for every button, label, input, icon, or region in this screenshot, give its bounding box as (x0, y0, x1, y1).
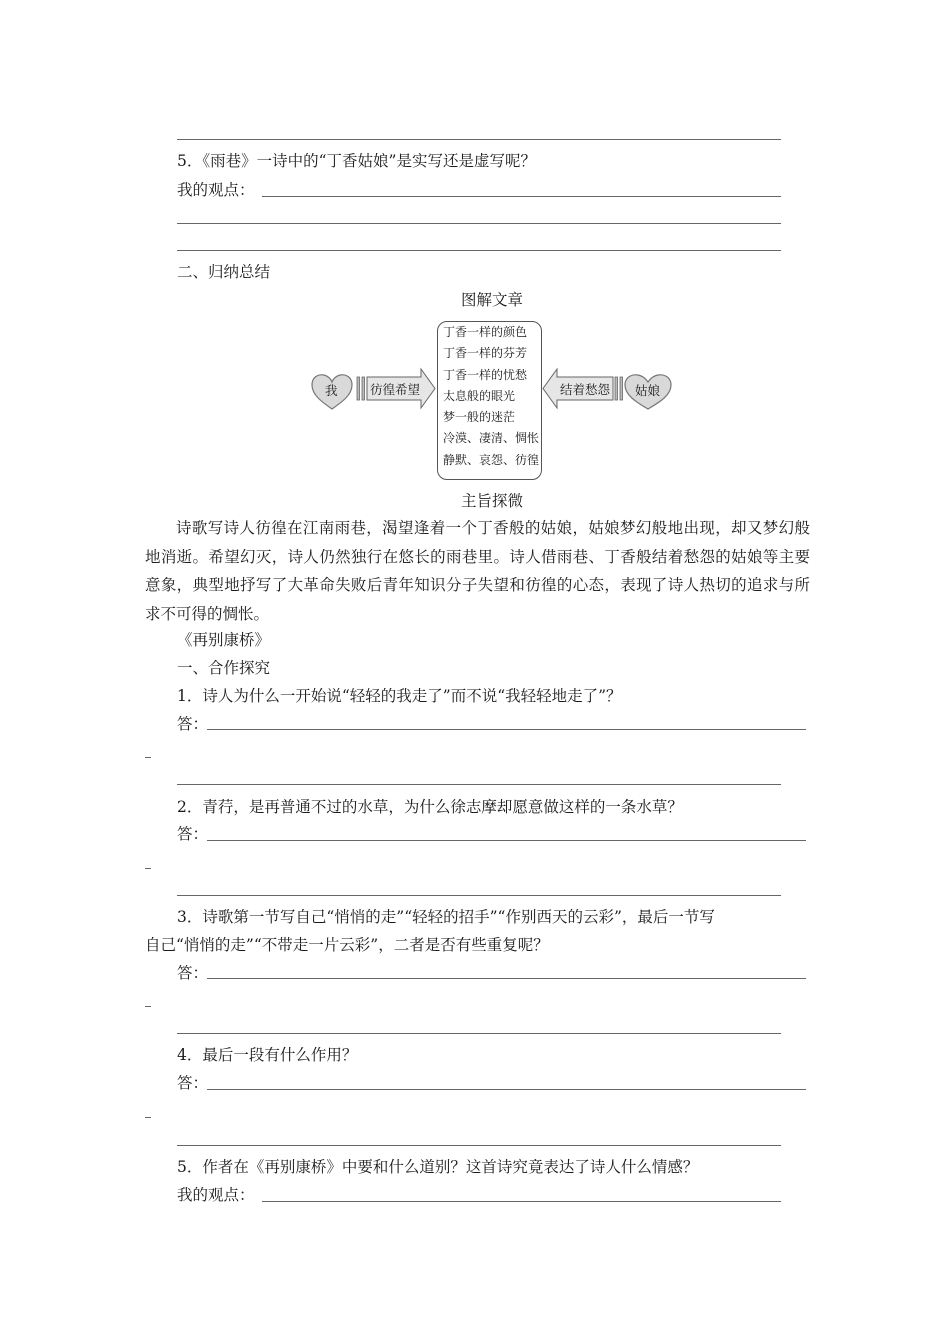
answer-line[interactable] (207, 840, 806, 841)
opinion-label: 我的观点： (177, 1186, 255, 1204)
yuxiang-question-5: 5．《雨巷》一诗中的“丁香姑娘”是实写还是虚写呢？ (177, 152, 536, 170)
diagram-item: 丁香一样的忧愁 (443, 367, 528, 382)
section-title: 一、合作探究 (177, 659, 271, 677)
kangqiao-question-3-line-2: 自己“悄悄的走”“不带走一片云彩”，二者是否有些重复呢？ (145, 936, 549, 954)
answer-line[interactable] (177, 1145, 781, 1146)
answer-line[interactable] (207, 1089, 806, 1090)
opinion-line[interactable] (262, 1201, 781, 1202)
diagram-item: 丁香一样的颜色 (443, 325, 528, 339)
diagram-item: 太息般的眼光 (443, 388, 516, 403)
heart-label-girl: 姑娘 (635, 383, 661, 398)
poem-title: 《再别康桥》 (177, 631, 271, 649)
diagram-item: 静默、哀怨、彷徨 (443, 452, 540, 467)
kangqiao-question-4: 4．最后一段有什么作用？ (177, 1046, 358, 1064)
line-continuation-mark (145, 868, 151, 869)
diagram-item: 梦一般的迷茫 (443, 410, 516, 425)
section-title: 二、归纳总结 (177, 263, 271, 281)
answer-line[interactable] (177, 895, 781, 896)
answer-label: 答： (177, 715, 209, 733)
heart-label-me: 我 (325, 383, 338, 398)
kangqiao-question-1: 1．诗人为什么一开始说“轻轻的我走了”而不说“我轻轻地走了”？ (177, 687, 622, 705)
diagram-title: 图解文章 (460, 291, 523, 309)
answer-line[interactable] (207, 978, 806, 979)
line-continuation-mark (145, 757, 151, 758)
answer-label: 答： (177, 964, 209, 982)
theme-paragraph: 诗歌写诗人彷徨在江南雨巷，渴望逢着一个丁香般的姑娘，姑娘梦幻般地出现，却又梦幻般地消逝。希望幻灭，诗人仍然独行在悠长的雨巷里。诗人借雨巷、丁香般结着愁怨的姑娘等主要意象，典型地抒写了大革命失败后青年知识分子失望和彷徨的心态，表现了诗人热切的追求与所求不可得的惆怅。 (145, 519, 810, 623)
diagram-item: 丁香一样的芬芳 (443, 346, 528, 361)
kangqiao-question-3-line-1: 3．诗歌第一节写自己“悄悄的走”“轻轻的招手”“作别西天的云彩”，最后一节写 (177, 908, 715, 926)
arrow-label-right: 结着愁怨 (560, 382, 611, 397)
opinion-label: 我的观点： (177, 181, 255, 199)
answer-line[interactable] (177, 1033, 781, 1034)
theme-title: 主旨探微 (460, 492, 523, 510)
kangqiao-question-2: 2．青荇，是再普通不过的水草，为什么徐志摩却愿意做这样的一条水草？ (177, 798, 683, 816)
line-continuation-mark (145, 1006, 151, 1007)
answer-line[interactable] (177, 784, 781, 785)
answer-label: 答： (177, 825, 209, 843)
diagram-center-box (437, 321, 542, 480)
diagram-item: 冷漠、凄清、惆怅 (443, 431, 540, 446)
arrow-label-left: 彷徨希望 (370, 382, 421, 397)
answer-line[interactable] (207, 729, 806, 730)
answer-label: 答： (177, 1074, 209, 1092)
line-continuation-mark (145, 1117, 151, 1118)
kangqiao-question-5: 5．作者在《再别康桥》中要和什么道别？这首诗究竟表达了诗人什么情感？ (177, 1158, 699, 1176)
